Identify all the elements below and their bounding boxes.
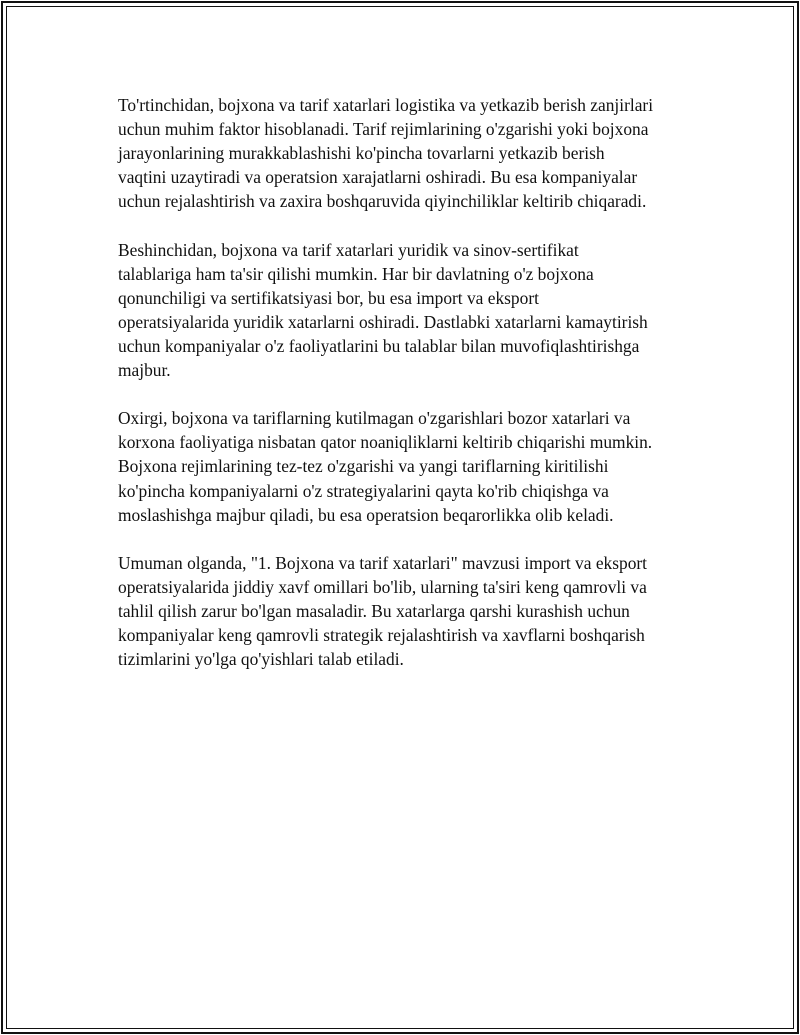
text-line: To'rtinchidan, bojxona va tarif xatarlari logistika va yetkazib berish zanjirlari [118, 95, 654, 115]
text-line: kompaniyalar keng qamrovli strategik rejalashtirish va xavflarni boshqarish [118, 625, 645, 646]
document-body [118, 93, 698, 695]
paragraph-fourth [118, 93, 698, 213]
paragraph-conclusion [118, 551, 698, 671]
text-line: vaqtini uzaytiradi va operatsion xarajatlarni oshiradi. Bu esa kompaniyalar [118, 167, 638, 188]
text-line: operatsiyalarida jiddiy xavf omillari bo'lib, ularning ta'siri keng qamrovli va [118, 576, 647, 597]
text-line: korxona faoliyatiga nisbatan qator noaniqliklarni keltirib chiqarishi mumkin. [118, 432, 653, 453]
text-line: uchun kompaniyalar o'z faoliyatlarini bu talablar bilan muvofiqlashtirishga [118, 335, 640, 356]
text-line: ko'pincha kompaniyalarni o'z strategiyalarini qayta ko'rib chiqishga va [118, 480, 609, 501]
text-line: uchun muhim faktor hisoblanadi. Tarif rejimlarining o'zgarishi yoki bojxona [118, 119, 649, 140]
text-line: Umuman olganda, "1. Bojxona va tarif xatarlari" mavzusi import va eksport [118, 552, 648, 573]
text-line: qonunchiligi va sertifikatsiyasi bor, bu esa import va eksport [118, 287, 539, 308]
text-line: Beshinchidan, bojxona va tarif xatarlari yuridik va sinov-sertifikat [118, 239, 579, 260]
text-line: jarayonlarining murakkablashishi ko'pincha tovarlarni yetkazib berish [118, 143, 605, 164]
paragraph-last [118, 406, 698, 526]
text-line: operatsiyalarida yuridik xatarlarni oshiradi. Dastlabki xatarlarni kamaytirish [118, 311, 648, 332]
text-line: Bojxona rejimlarining tez-tez o'zgarishi va yangi tariflarning kiritilishi [118, 456, 609, 477]
paragraph-fifth [118, 238, 698, 383]
text-line: talablariga ham ta'sir qilishi mumkin. Har bir davlatning o'z bojxona [118, 263, 594, 284]
text-line: tahlil qilish zarur bo'lgan masaladir. Bu xatarlarga qarshi kurashish uchun [118, 600, 630, 621]
text-line: Oxirgi, bojxona va tariflarning kutilmagan o'zgarishlari bozor xatarlari va [118, 408, 631, 429]
text-line: uchun rejalashtirish va zaxira boshqaruvida qiyinchiliklar keltirib chiqaradi. [118, 191, 647, 212]
text-line: moslashishga majbur qiladi, bu esa operatsion beqarorlikka olib keladi. [118, 504, 614, 525]
text-line: majbur. [118, 360, 171, 381]
text-line: tizimlarini yo'lga qo'yishlari talab etiladi. [118, 649, 404, 670]
